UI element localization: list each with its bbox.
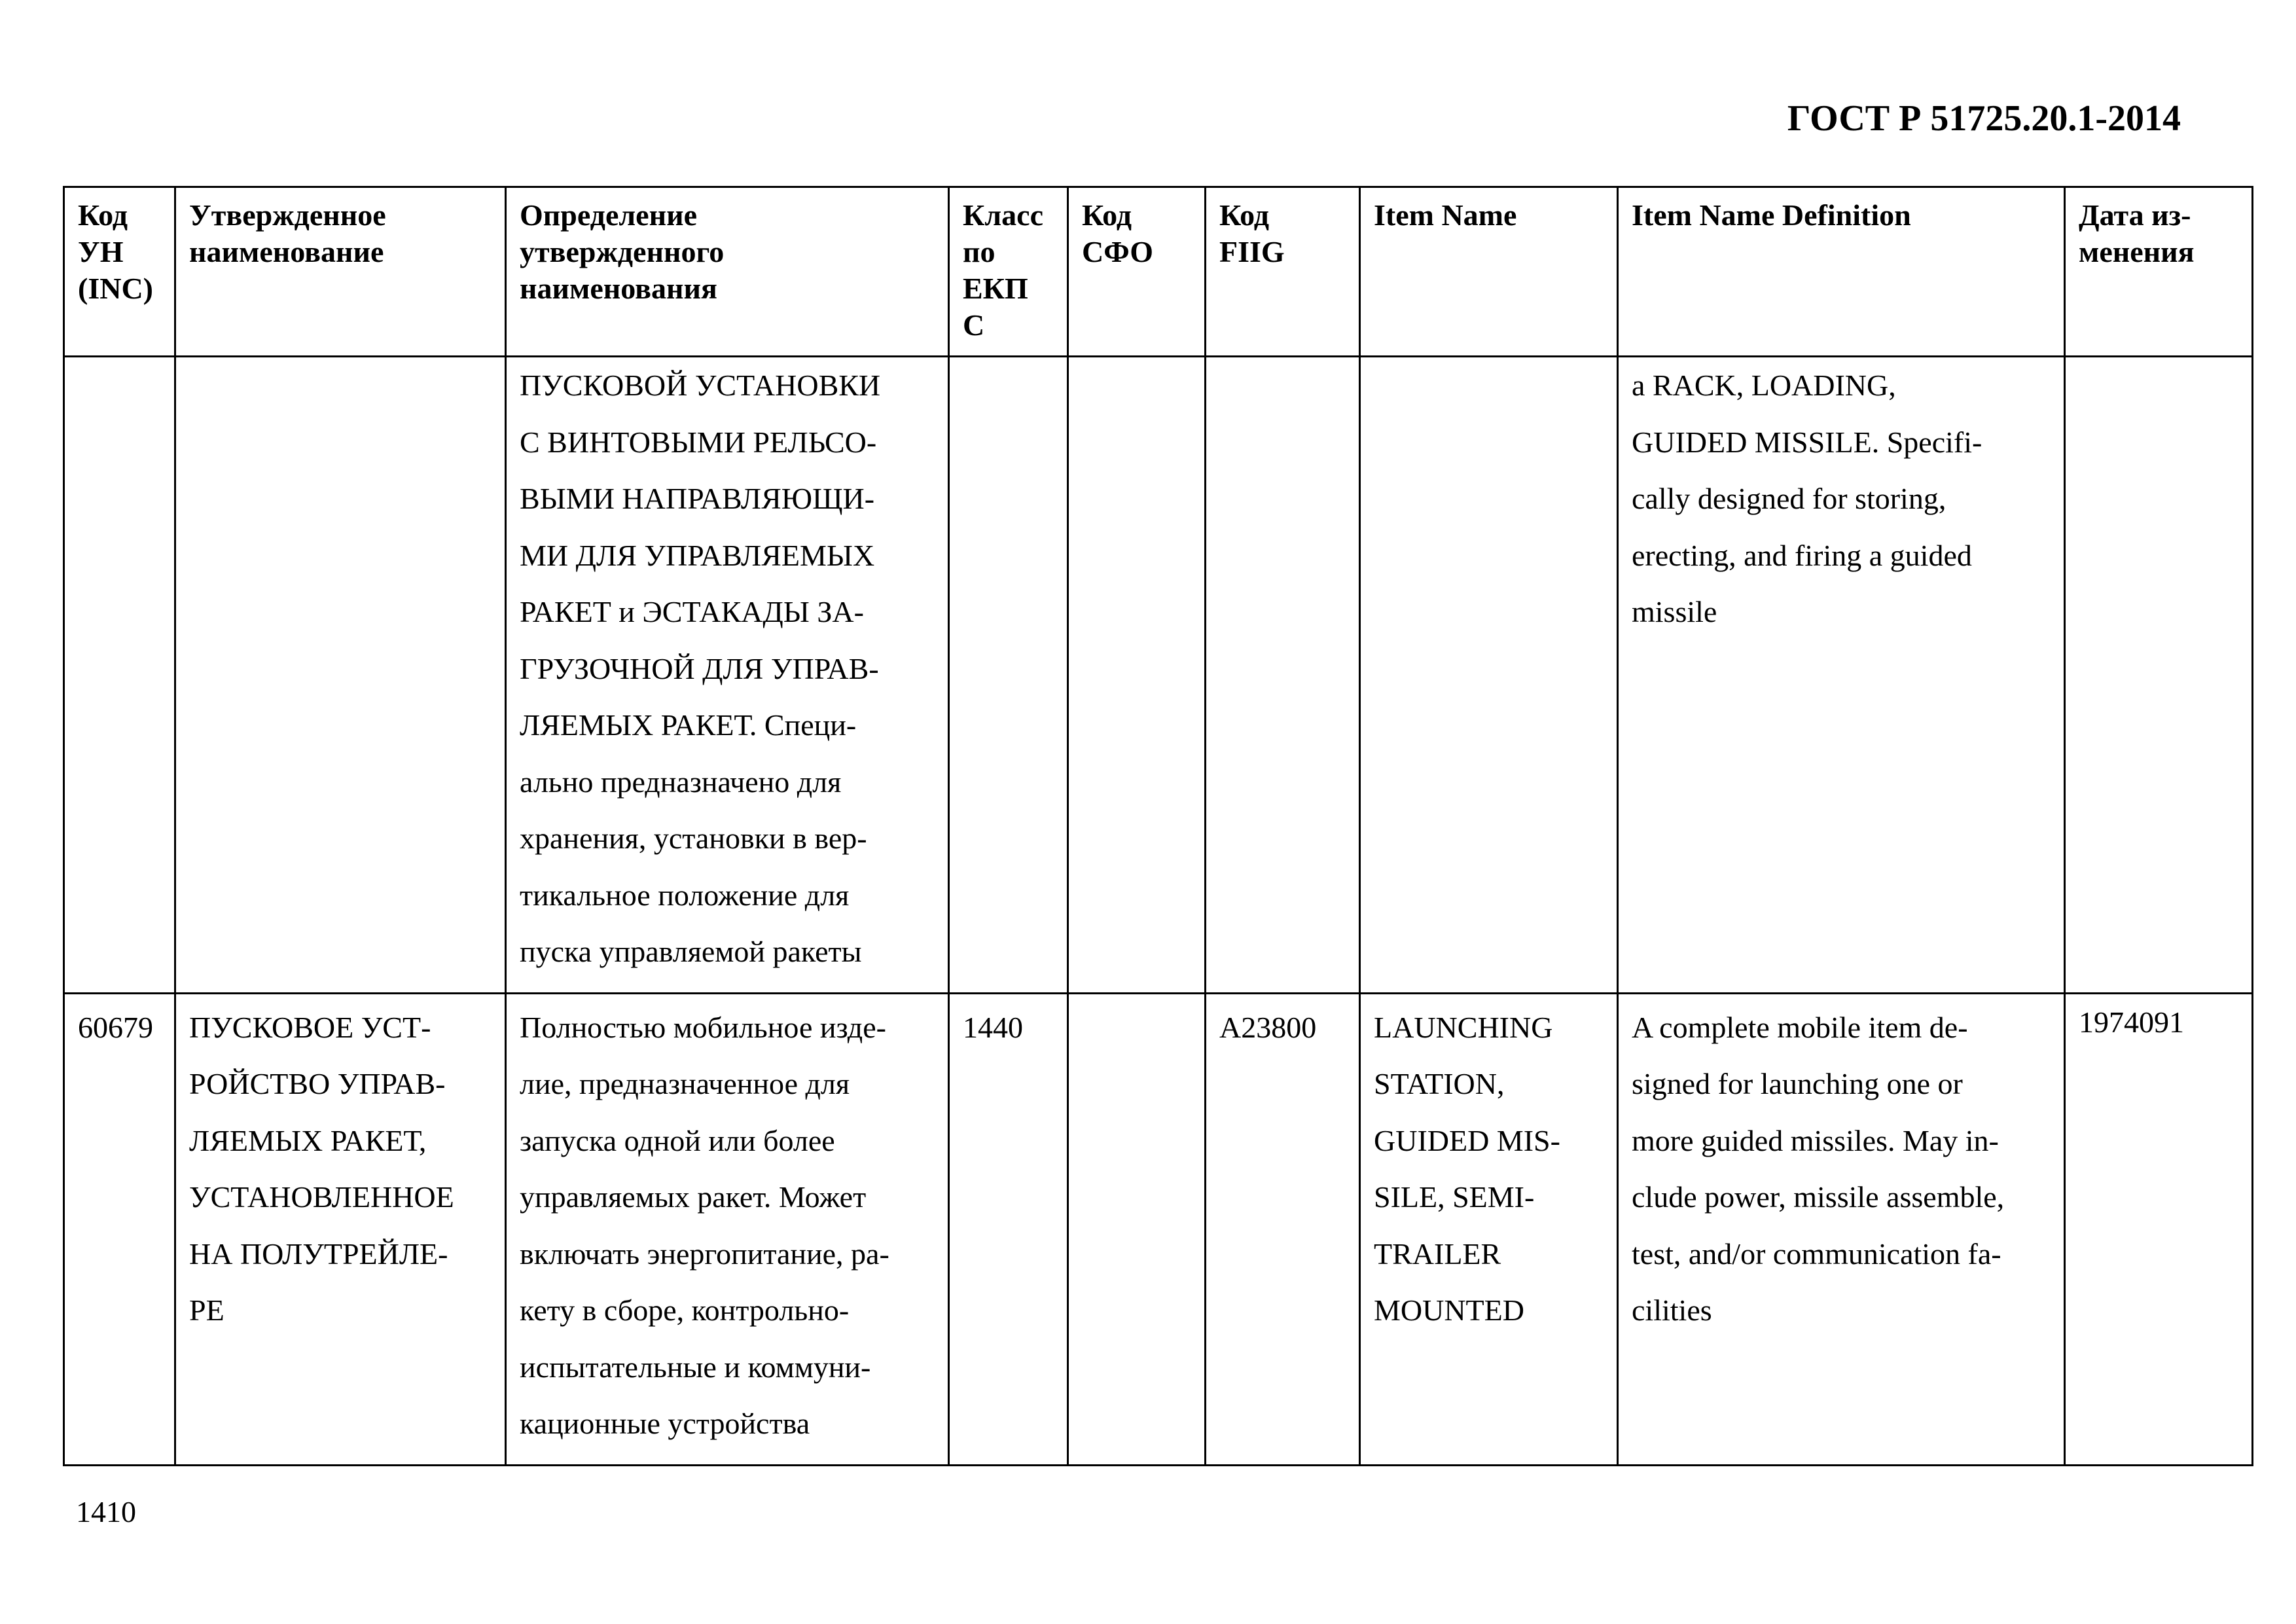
cell-inc-code bbox=[64, 357, 175, 994]
cell-item-name: LAUNCHING STATION, GUIDED MIS- SILE, SEMI- TRAILER MOUNTED bbox=[1360, 993, 1618, 1465]
cell-item-name-definition: a RACK, LOADING, GUIDED MISSILE. Specifi- cally designed for storing, erecting, and firing a guided missile bbox=[1618, 357, 2065, 994]
cell-item-name-definition: A complete mobile item de- signed for launching one or more guided missiles. May in- clude power, missile assemble, test, and/or communication fa- cilities bbox=[1618, 993, 2065, 1465]
cell-ekps-class: 1440 bbox=[949, 993, 1068, 1465]
header-ekps-class: Класс по ЕКП С bbox=[949, 187, 1068, 357]
table-row bbox=[64, 357, 2253, 994]
cell-approved-name bbox=[175, 357, 506, 994]
header-fiig-code: Код FIIG bbox=[1206, 187, 1360, 357]
nomenclature-table bbox=[63, 186, 2253, 1466]
header-inc-code: Код УН (INC) bbox=[64, 187, 175, 357]
cell-ekps-class bbox=[949, 357, 1068, 994]
table-header-row bbox=[64, 187, 2253, 357]
cell-inc-code: 60679 bbox=[64, 993, 175, 1465]
document-standard-code: ГОСТ Р 51725.20.1-2014 bbox=[1787, 98, 2181, 139]
header-approved-name: Утвержденное наименование bbox=[175, 187, 506, 357]
page-number: 1410 bbox=[76, 1495, 136, 1528]
cell-definition: ПУСКОВОЙ УСТАНОВКИ С ВИНТОВЫМИ РЕЛЬСО- ВЫМИ НАПРАВЛЯЮЩИ- МИ ДЛЯ УПРАВЛЯЕМЫХ РАКЕТ и ЭСТАКАДЫ ЗА- ГРУЗОЧНОЙ ДЛЯ УПРАВ- ЛЯЕМЫХ РАКЕТ. Специ- ально предназначено для хранения, установки в вер- тикальное положение для пуска управляемой ракеты bbox=[506, 357, 949, 994]
header-item-name: Item Name bbox=[1360, 187, 1618, 357]
header-item-name-definition: Item Name Definition bbox=[1618, 187, 2065, 357]
table-row bbox=[64, 993, 2253, 1465]
cell-approved-name: ПУСКОВОЕ УСТ- РОЙСТВО УПРАВ- ЛЯЕМЫХ РАКЕТ, УСТАНОВЛЕННОЕ НА ПОЛУТРЕЙЛЕ- РЕ bbox=[175, 993, 506, 1465]
cell-definition: Полностью мобильное изде- лие, предназначенное для запуска одной или более управляемых ракет. Может включать энергопитание, ра- кету в сборе, контрольно- испытательные и коммуни- кационные устройства bbox=[506, 993, 949, 1465]
cell-change-date: 1974091 bbox=[2065, 993, 2253, 1465]
cell-sfo-code bbox=[1068, 993, 1206, 1465]
cell-sfo-code bbox=[1068, 357, 1206, 994]
header-sfo-code: Код СФО bbox=[1068, 187, 1206, 357]
cell-change-date bbox=[2065, 357, 2253, 994]
cell-fiig-code bbox=[1206, 357, 1360, 994]
cell-item-name bbox=[1360, 357, 1618, 994]
cell-fiig-code: A23800 bbox=[1206, 993, 1360, 1465]
header-change-date: Дата из- менения bbox=[2065, 187, 2253, 357]
header-approved-name-definition: Определение утвержденного наименования bbox=[506, 187, 949, 357]
